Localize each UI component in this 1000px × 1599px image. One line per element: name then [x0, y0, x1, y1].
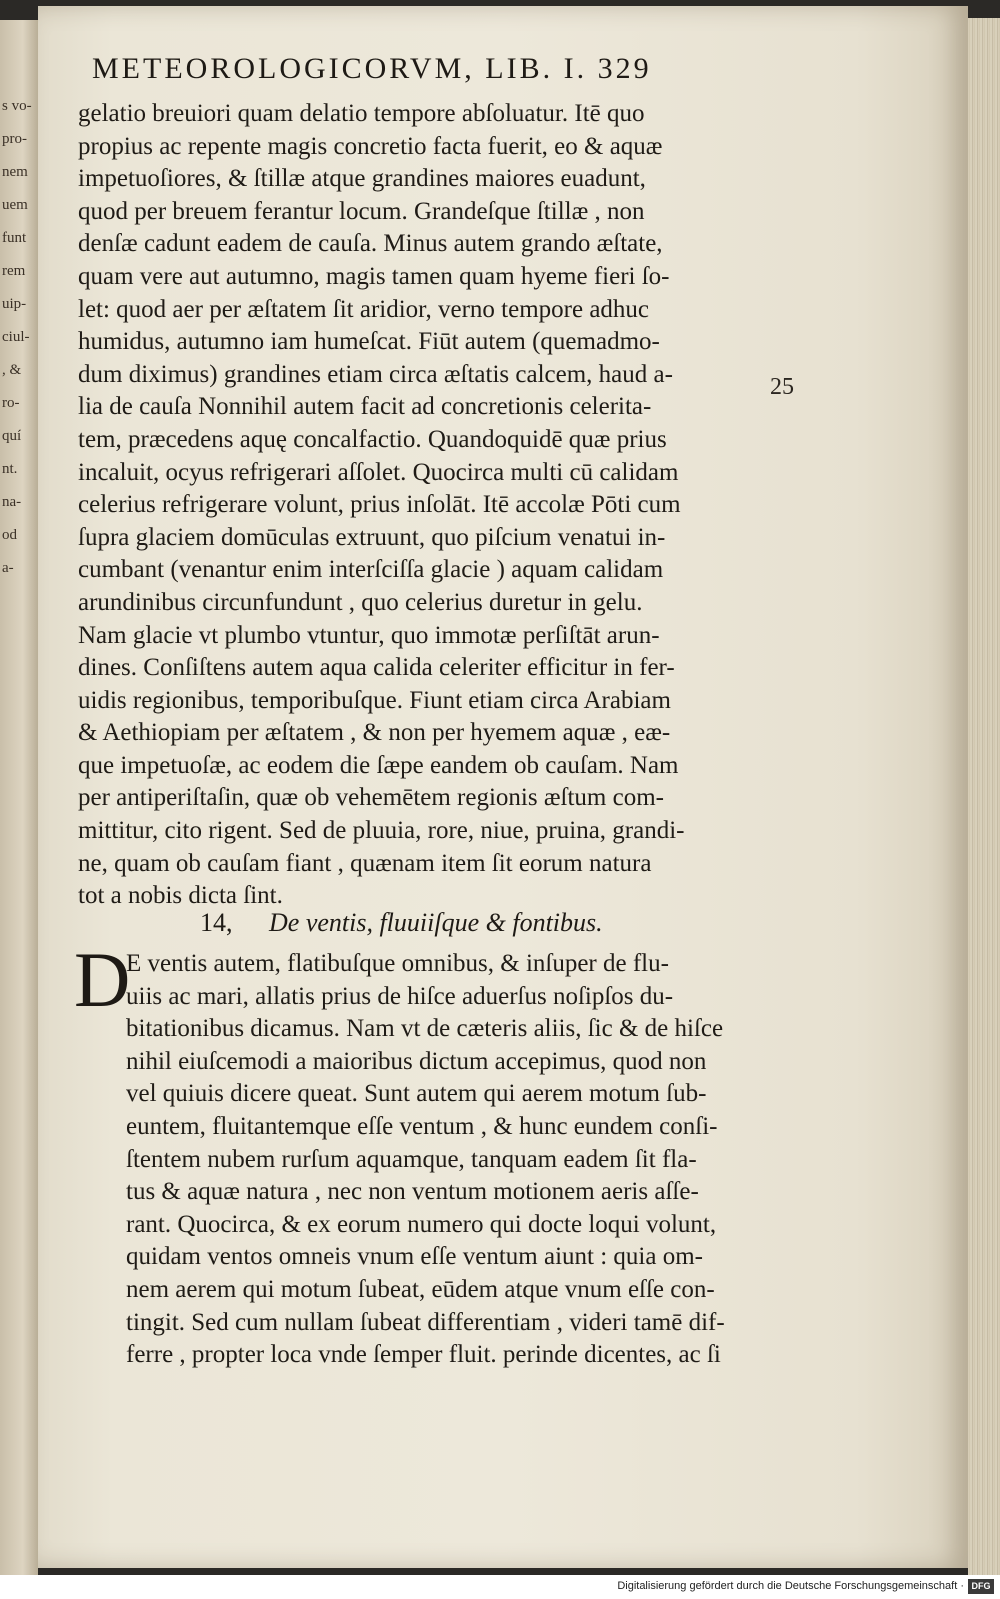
text-line: nem aerem qui motum ſubeat, eūdem atque vnum eſſe con-: [126, 1275, 715, 1303]
text-line: incaluit, ocyus refrigerari aſſolet. Quocirca multi cū calidam: [78, 458, 679, 486]
previous-page-fragment: funt: [2, 230, 27, 246]
previous-page-fragment: od: [2, 527, 17, 543]
page-number: 329: [597, 52, 652, 85]
digitization-footer: [0, 1575, 1000, 1599]
text-line: impetuoſiores, & ſtillæ atque grandines maiores euadunt,: [78, 165, 646, 193]
previous-page-edge: [0, 20, 38, 1575]
text-line: dines. Conſiſtens autem aqua calida celeriter efficitur in fer-: [78, 654, 675, 682]
text-line: quidam ventos omneis vnum eſſe ventum aiunt : quia om-: [126, 1243, 703, 1271]
text-line: vel quiuis dicere queat. Sunt autem qui aerem motum ſub-: [126, 1080, 707, 1108]
text-line: E ventis autem, flatibuſque omnibus, & inſuper de flu-: [126, 950, 669, 977]
text-line: lia de cauſa Nonnihil autem facit ad concretionis celerita-: [78, 393, 652, 421]
text-line: quam vere aut autumno, magis tamen quam hyeme fieri ſo-: [78, 262, 670, 290]
page-fore-edge: [968, 18, 1000, 1575]
text-line: rant. Quocirca, & ex eorum numero qui docte loqui volunt,: [126, 1210, 717, 1238]
previous-page-fragment: na-: [2, 494, 22, 510]
text-line: tem, præcedens aquę concalfactio. Quandoquidē quæ prius: [78, 425, 667, 453]
previous-page-fragment: nem: [2, 164, 28, 180]
running-header-title: METEOROLOGICORVM, LIB. I.: [92, 52, 588, 85]
previous-page-fragment: pro-: [2, 131, 27, 147]
text-line: ſupra glaciem domūculas extruunt, quo piſcium venatui in-: [78, 523, 666, 551]
previous-page-fragment: a-: [2, 560, 14, 576]
chapter-title: De ventis, fluuiiſque & fontibus.: [269, 908, 603, 937]
previous-page-fragment: , &: [2, 362, 22, 378]
chapter-heading: [200, 908, 700, 938]
text-line: tus & aquæ natura , nec non ventum motionem aeris aſſe-: [126, 1178, 699, 1206]
previous-page-fragment: uip-: [2, 296, 27, 312]
text-line: ferre , propter loca vnde ſemper fluit. perinde dicentes, ac ſi: [126, 1341, 721, 1369]
text-line: & Aethiopiam per æſtatem , & non per hyemem aquæ , eæ-: [78, 719, 671, 747]
text-line: arundinibus circunfundunt , quo celerius duretur in gelu.: [78, 588, 643, 616]
text-line: euntem, fluitantemque eſſe ventum , & hunc eundem conſi-: [126, 1112, 718, 1140]
previous-page-fragment: uem: [2, 197, 28, 213]
previous-page-fragment: s vo-: [2, 98, 32, 114]
dfg-logo-icon: DFG: [968, 1579, 994, 1594]
text-line: mittitur, cito rigent. Sed de pluuia, rore, niue, pruina, grandi-: [78, 817, 685, 845]
text-line: tot a nobis dicta ſint.: [78, 882, 283, 910]
text-line: que impetuoſæ, ac eodem die ſæpe eandem ob cauſam. Nam: [78, 751, 679, 779]
previous-page-fragment: rem: [2, 263, 26, 279]
text-line: uidis regionibus, temporibuſque. Fiunt etiam circa Arabiam: [78, 686, 671, 714]
margin-line-number: 25: [770, 374, 794, 400]
previous-page-fragment: ro-: [2, 395, 20, 411]
text-line: uiis ac mari, allatis prius de hiſce aduerſus noſipſos du-: [126, 982, 674, 1010]
paragraph-upper: [78, 98, 798, 913]
text-line: nihil eiuſcemodi a maioribus dictum accepimus, quod non: [126, 1047, 707, 1075]
text-line: per antiperiſtaſin, quæ ob vehemētem regionis æſtum com-: [78, 784, 664, 812]
text-line: dum diximus) grandines etiam circa æſtatis calcem, haud a-: [78, 360, 673, 388]
text-line: ne, quam ob cauſam fiant , quænam item ſit eorum natura: [78, 849, 652, 877]
text-line: Nam glacie vt plumbo vtuntur, quo immotæ perſiſtāt arun-: [78, 621, 660, 649]
text-line: propius ac repente magis concretio facta fuerit, eo & aquæ: [78, 132, 663, 160]
chapter-number: 14,: [200, 908, 233, 937]
text-line: celerius refrigerare volunt, prius inſolāt. Itē accolæ Pōti cum: [78, 491, 681, 519]
previous-page-fragment: nt.: [2, 461, 18, 477]
text-line: humidus, autumno iam humeſcat. Fiūt autem (quemadmo-: [78, 328, 660, 356]
text-line: denſæ cadunt eadem de cauſa. Minus autem grando æſtate,: [78, 230, 663, 258]
drop-cap: D: [74, 936, 131, 1023]
text-line: ſtentem nubem rurſum aquamque, tanquam eadem ſit fla-: [126, 1145, 697, 1173]
text-line: quod per breuem ferantur locum. Grandeſque ſtillæ , non: [78, 197, 645, 225]
footer-credit: Digitalisierung gefördert durch die Deutsche Forschungsgemeinschaft ·: [617, 1580, 964, 1592]
text-line: gelatio breuiori quam delatio tempore abſoluatur. Itē quo: [78, 100, 645, 127]
previous-page-fragment: ciul-: [2, 329, 30, 345]
text-line: tingit. Sed cum nullam ſubeat differentiam , videri tamē dif-: [126, 1308, 725, 1336]
paragraph-lower: [126, 948, 806, 1372]
text-line: let: quod aer per æſtatem ſit aridior, verno tempore adhuc: [78, 295, 650, 323]
previous-page-fragment: quí: [2, 428, 22, 444]
text-line: cumbant (venantur enim interſciſſa glacie ) aquam calidam: [78, 556, 664, 584]
running-header: [92, 52, 772, 92]
text-line: bitationibus dicamus. Nam vt de cæteris aliis, ſic & de hiſce: [126, 1015, 724, 1043]
